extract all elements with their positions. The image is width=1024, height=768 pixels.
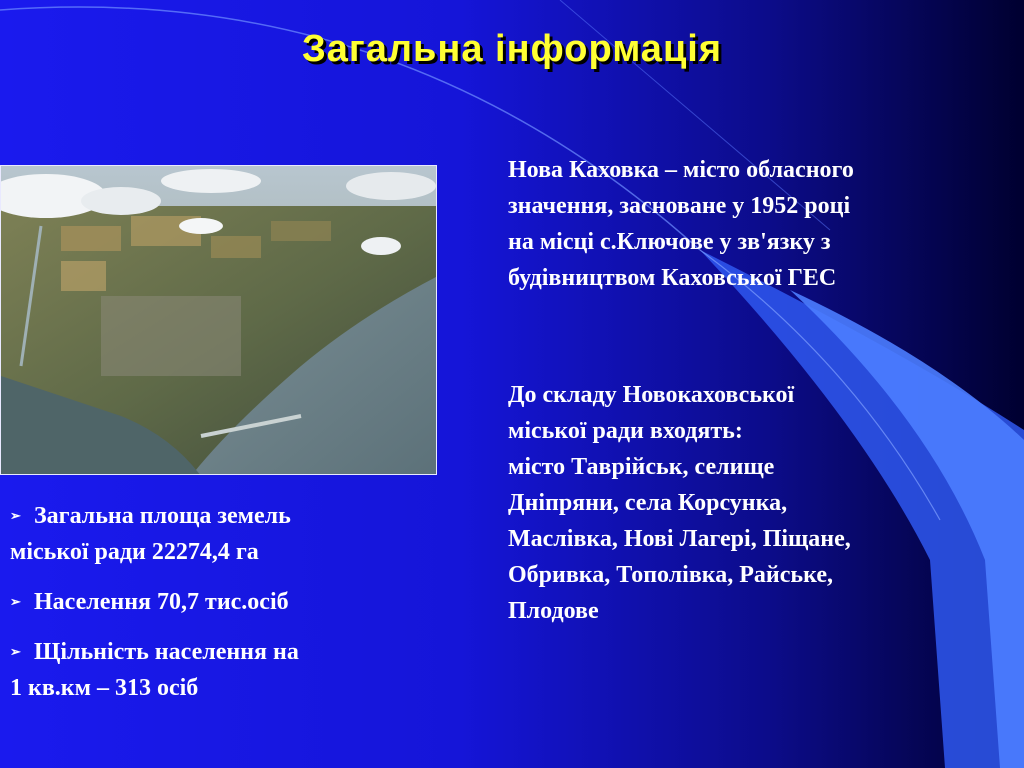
council-composition-paragraph xyxy=(508,377,968,629)
paragraph1-line: значення, засноване у 1952 році xyxy=(508,193,851,219)
stats-bullet-list xyxy=(10,498,410,720)
arrow-bullet-icon: ➢ xyxy=(10,644,21,659)
bullet-density-line-1: Щільність населення на xyxy=(34,639,299,665)
paragraph1-line: будівництвом Каховської ГЕС xyxy=(508,265,837,291)
paragraph2-line: місто Таврійськ, селище xyxy=(508,454,775,480)
paragraph1-line: Нова Каховка – місто обласного xyxy=(508,157,854,183)
paragraph2-line: До складу Новокаховської xyxy=(508,382,795,408)
arrow-bullet-icon: ➢ xyxy=(10,594,21,609)
bullet-population-line-1: Населення 70,7 тис.осіб xyxy=(34,589,289,615)
paragraph2-line: міської ради входять: xyxy=(508,418,743,444)
paragraph2-line: Дніпряни, села Корсунка, xyxy=(508,490,788,516)
bullet-area-line-2: міської ради 22274,4 га xyxy=(10,539,259,565)
aerial-photo xyxy=(0,165,437,475)
paragraph2-line: Маслівка, Нові Лагері, Піщане, xyxy=(508,526,851,552)
arrow-bullet-icon: ➢ xyxy=(10,508,21,523)
paragraph2-line: Плодове xyxy=(508,598,599,624)
bullet-area-line-1: Загальна площа земель xyxy=(34,503,291,529)
bullet-population xyxy=(10,584,410,620)
bullet-area xyxy=(10,498,410,570)
city-description-paragraph xyxy=(508,152,968,296)
slide-title: Загальна інформація xyxy=(301,28,723,70)
paragraph1-line: на місці с.Ключове у зв'язку з xyxy=(508,229,831,255)
aerial-photo-illustration xyxy=(1,166,437,475)
paragraph2-line: Обривка, Тополівка, Райське, xyxy=(508,562,833,588)
bullet-density xyxy=(10,634,410,706)
bullet-density-line-2: 1 кв.км – 313 осіб xyxy=(10,675,199,701)
